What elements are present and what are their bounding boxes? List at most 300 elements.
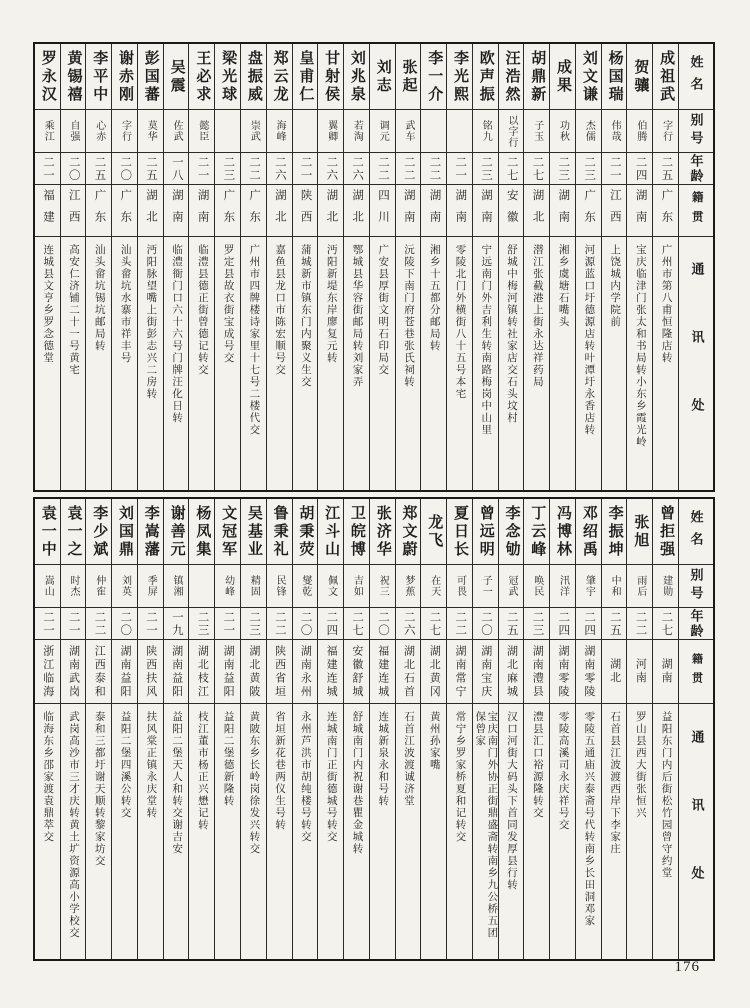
person-native-place-cell <box>318 185 343 237</box>
person-age-cell <box>215 153 240 185</box>
person-address: 沔阳脉望嘴上街彭志兴二房转 <box>145 244 157 400</box>
person-name: 李振坤 <box>606 504 623 559</box>
person-address: 舒城南门内祝谢巷瞿金城转 <box>351 711 363 855</box>
person-name-cell <box>267 499 292 565</box>
person-address: 高安仁济铺二十一号黄宅 <box>68 244 80 376</box>
person-name-cell <box>293 44 318 110</box>
person-address: 河源蓝口圩德源店转叶潭圩永香店转 <box>583 244 595 436</box>
person-age: 二二 <box>634 610 647 637</box>
header-cell-native-place <box>679 185 713 237</box>
person-native-place-cell <box>293 185 318 237</box>
person-name: 刘兆泉 <box>348 49 365 104</box>
person-column <box>318 499 344 959</box>
person-age: 二三 <box>480 155 492 182</box>
person-native-place-cell <box>653 185 678 237</box>
person-native-place: 湖南 <box>196 189 209 232</box>
person-alias-cell <box>189 565 214 608</box>
person-age-cell <box>627 153 652 185</box>
person-name-cell <box>215 499 240 565</box>
person-native-place: 湖北 <box>531 189 544 232</box>
person-name-cell <box>241 44 266 110</box>
person-address: 广州市第八甫恒隆店转 <box>660 244 672 364</box>
person-age-cell <box>370 153 395 185</box>
person-address-cell <box>550 237 575 490</box>
person-address: 黄州孙家嘴 <box>428 711 440 771</box>
person-column <box>602 44 628 490</box>
person-alias: 子玉 <box>531 120 543 142</box>
person-native-place-cell <box>112 640 137 704</box>
person-age-cell <box>499 608 524 640</box>
person-alias: 佩文 <box>325 575 337 597</box>
person-column <box>447 499 473 959</box>
person-address-cell <box>370 704 395 959</box>
person-age-cell <box>86 608 111 640</box>
person-name: 梁光球 <box>220 49 237 104</box>
person-native-place-cell <box>344 185 369 237</box>
person-name-cell <box>576 44 601 110</box>
person-alias-cell <box>602 565 627 608</box>
header-address-label: 通讯处 <box>689 729 705 934</box>
person-alias-cell <box>524 110 549 153</box>
person-age-cell <box>61 608 86 640</box>
person-native-place-cell <box>447 640 472 704</box>
person-address: 广州市四牌楼诗家里十七号二楼代交 <box>248 244 260 436</box>
person-address: 泰和三都圩谢天顺转黎家坊交 <box>93 711 105 867</box>
person-native-place-cell <box>550 185 575 237</box>
person-native-place: 湖南 <box>557 189 570 232</box>
person-address-cell <box>138 237 163 490</box>
person-age-cell <box>318 153 343 185</box>
person-alias: 懿臣 <box>196 120 208 142</box>
person-name-cell <box>86 44 111 110</box>
person-age: 二一 <box>145 610 158 637</box>
person-native-place: 湖南澧县 <box>531 644 544 699</box>
person-address-cell <box>35 237 60 490</box>
person-native-place-cell <box>550 640 575 704</box>
person-column <box>524 44 550 490</box>
person-age-cell <box>138 153 163 185</box>
person-column <box>473 44 499 490</box>
person-age: 二三 <box>222 155 235 182</box>
person-native-place-cell <box>138 640 163 704</box>
person-address-cell <box>396 237 421 490</box>
person-address: 永州芦洪市胡纯楼号转交 <box>299 711 311 843</box>
person-name: 李念劬 <box>503 504 520 559</box>
person-native-place-cell <box>473 185 498 237</box>
person-alias-cell <box>421 110 446 153</box>
person-native-place: 湖南 <box>170 189 183 232</box>
person-alias: 吉如 <box>351 575 363 597</box>
person-age: 二三 <box>531 610 544 637</box>
person-name-cell <box>344 499 369 565</box>
person-native-place-cell <box>473 640 498 704</box>
person-native-place: 福建连城 <box>325 644 338 699</box>
person-age-cell <box>112 153 137 185</box>
person-column <box>112 499 138 959</box>
person-alias-cell <box>627 110 652 153</box>
person-native-place-cell <box>576 185 601 237</box>
person-age-cell <box>35 608 60 640</box>
person-age: 二五 <box>145 155 158 182</box>
person-alias: 调元 <box>377 120 389 142</box>
person-name: 谢赤刚 <box>117 49 134 104</box>
person-age: 二四 <box>634 155 647 182</box>
person-column <box>241 499 267 959</box>
person-address: 常宁乡罗家桥夏和记转交 <box>454 711 466 843</box>
person-address-cell <box>112 237 137 490</box>
person-alias-cell <box>293 565 318 608</box>
person-native-place-cell <box>627 640 652 704</box>
person-age-cell <box>576 153 601 185</box>
person-alias-cell <box>241 565 266 608</box>
person-native-place: 湖南 <box>428 189 441 232</box>
person-native-place-cell <box>215 640 240 704</box>
person-address: 广安县厚街文明石印局交 <box>377 244 389 376</box>
person-alias-cell <box>86 110 111 153</box>
person-address: 湘乡虞塘石嘴头 <box>557 244 569 328</box>
person-name: 袁一中 <box>39 504 56 559</box>
header-cell-address <box>679 704 713 959</box>
person-alias-cell <box>447 110 472 153</box>
person-column <box>576 44 602 490</box>
person-age: 二七 <box>660 610 673 637</box>
person-address-cell <box>112 704 137 959</box>
person-age-cell <box>524 153 549 185</box>
person-name: 成祖武 <box>658 49 675 104</box>
person-name: 邓绍禹 <box>580 504 597 559</box>
person-column <box>86 499 112 959</box>
person-age-cell <box>164 608 189 640</box>
person-address: 枝江董市杨正兴懋记转 <box>196 711 208 831</box>
header-address-label: 通讯处 <box>689 261 705 466</box>
directory-table-top <box>33 42 715 492</box>
person-age: 二四 <box>325 610 338 637</box>
person-native-place: 湖北黄陂 <box>247 644 260 699</box>
person-name: 曾远明 <box>477 504 494 559</box>
person-address: 汕头畲坑锡坑邮局转 <box>93 244 105 352</box>
person-address-cell <box>499 704 524 959</box>
person-native-place-cell <box>396 640 421 704</box>
person-column <box>138 44 164 490</box>
person-alias-cell <box>499 565 524 608</box>
person-name: 卫皖博 <box>348 504 365 559</box>
person-name: 刘志 <box>374 58 391 95</box>
person-address: 黄陂东乡长岭岗徐发兴转交 <box>248 711 260 855</box>
person-alias: 刘英 <box>119 575 131 597</box>
person-address-cell <box>370 237 395 490</box>
person-address-cell <box>421 237 446 490</box>
person-native-place-cell <box>267 185 292 237</box>
person-native-place-cell <box>164 640 189 704</box>
person-name: 胡秉荧 <box>297 504 314 559</box>
person-alias: 心赤 <box>93 120 105 142</box>
person-age-cell <box>293 608 318 640</box>
person-address: 益阳二堡四溪公转交 <box>119 711 131 819</box>
person-name-cell <box>267 44 292 110</box>
header-cell-native-place <box>679 640 713 704</box>
person-address-cell <box>318 704 343 959</box>
person-name-cell <box>627 499 652 565</box>
person-column <box>550 44 576 490</box>
person-address: 零陵北门外横街八十五号本宅 <box>454 244 466 400</box>
person-alias: 若淘 <box>351 120 363 142</box>
person-native-place: 湖南永州 <box>299 644 312 699</box>
person-name-cell <box>35 44 60 110</box>
person-age: 二二 <box>93 610 106 637</box>
person-native-place-cell <box>189 640 214 704</box>
person-age-cell <box>318 608 343 640</box>
header-native-place-label: 籍贯 <box>690 191 703 230</box>
header-age-label: 年龄 <box>688 153 704 184</box>
person-age: 二六 <box>351 155 364 182</box>
person-address-cell <box>61 237 86 490</box>
person-column <box>189 499 215 959</box>
person-address: 鄂城县华容街邮局转刘家弄 <box>351 244 363 388</box>
person-column <box>344 44 370 490</box>
header-cell-alias <box>679 110 713 153</box>
person-age: 二一 <box>222 610 235 637</box>
person-native-place: 陕西扶风 <box>144 644 157 699</box>
person-native-place: 湖南零陵 <box>557 644 570 699</box>
person-native-place: 湖北 <box>325 189 338 232</box>
person-column <box>653 44 679 490</box>
person-native-place: 湖南益阳 <box>170 644 183 699</box>
person-name-cell <box>396 499 421 565</box>
person-age: 二一 <box>299 155 312 182</box>
person-address: 上饶城内学院前 <box>609 244 621 328</box>
person-age: 二〇 <box>119 155 132 182</box>
person-name-cell <box>447 499 472 565</box>
person-age-cell <box>576 608 601 640</box>
person-name: 汪浩然 <box>503 49 520 104</box>
person-alias-cell <box>86 565 111 608</box>
person-alias: 以字行 <box>506 114 518 148</box>
person-age: 二五 <box>93 155 106 182</box>
person-age-cell <box>344 153 369 185</box>
person-native-place-cell <box>447 185 472 237</box>
directory-table-bottom <box>33 497 715 961</box>
person-alias: 镇湘 <box>171 575 183 597</box>
person-name: 张旭 <box>632 513 649 550</box>
person-alias-cell <box>241 110 266 153</box>
person-age-cell <box>138 608 163 640</box>
person-native-place-cell <box>86 640 111 704</box>
header-alias-label: 别号 <box>688 113 704 149</box>
person-age: 二一 <box>196 155 209 182</box>
person-age: 二七 <box>531 155 544 182</box>
person-address: 省垣新花巷两仪生号转 <box>274 711 286 831</box>
person-native-place-cell <box>164 185 189 237</box>
person-alias: 乘江 <box>42 120 54 142</box>
person-address-cell <box>215 704 240 959</box>
person-age: 二一 <box>41 155 54 182</box>
person-name-cell <box>602 499 627 565</box>
person-native-place: 广东 <box>93 189 106 232</box>
person-age: 二三 <box>248 610 261 637</box>
person-address: 汕头畲坑水寨市祥丰号 <box>119 244 131 364</box>
person-alias-cell <box>396 110 421 153</box>
person-address-cell <box>241 704 266 959</box>
person-age: 二一 <box>454 155 467 182</box>
person-address-cell <box>164 237 189 490</box>
person-column <box>215 44 241 490</box>
person-address: 沅陵下南门府苍巷张氏祠转 <box>402 244 414 388</box>
person-name: 甘射侯 <box>323 49 340 104</box>
person-address-cell <box>293 704 318 959</box>
person-native-place-cell <box>241 185 266 237</box>
person-name-cell <box>241 499 266 565</box>
header-age-label: 年龄 <box>688 608 704 639</box>
person-name: 曾拒强 <box>658 504 675 559</box>
person-alias-cell <box>344 565 369 608</box>
person-age-cell <box>189 608 214 640</box>
person-address-cell <box>550 704 575 959</box>
person-name-cell <box>138 499 163 565</box>
person-address: 扶风棠正镇永庆堂转 <box>145 711 157 819</box>
person-alias: 唤民 <box>531 575 543 597</box>
person-alias-cell <box>576 565 601 608</box>
person-column <box>344 499 370 959</box>
person-address-cell <box>215 237 240 490</box>
person-alias-cell <box>61 110 86 153</box>
person-alias: 海峰 <box>274 120 286 142</box>
person-name-cell <box>499 499 524 565</box>
person-alias-cell <box>215 110 240 153</box>
person-alias-cell <box>164 110 189 153</box>
person-address-cell <box>189 704 214 959</box>
person-age: 二七 <box>505 155 518 182</box>
person-native-place-cell <box>61 640 86 704</box>
person-age-cell <box>267 153 292 185</box>
person-alias: 武车 <box>402 120 414 142</box>
header-column <box>679 44 713 490</box>
person-name-cell <box>602 44 627 110</box>
person-name-cell <box>164 44 189 110</box>
person-name-cell <box>447 44 472 110</box>
person-name: 黄锡禧 <box>65 49 82 104</box>
person-alias: 字行 <box>660 120 672 142</box>
person-address: 石首县江波渡西岸下李家庄 <box>609 711 621 855</box>
person-address-cell <box>602 237 627 490</box>
person-name-cell <box>112 499 137 565</box>
person-name: 罗永汉 <box>39 49 56 104</box>
person-address: 汉口河街大码头下首同发厚县行转 <box>506 711 518 891</box>
person-address: 临海东乡邵家渡袁鼎萃交 <box>42 711 54 843</box>
person-native-place: 湖南 <box>402 189 415 232</box>
person-name: 李平中 <box>91 49 108 104</box>
person-name-cell <box>189 44 214 110</box>
person-native-place: 湖南 <box>660 658 673 685</box>
person-native-place: 河南 <box>634 658 647 685</box>
person-alias-cell <box>215 565 240 608</box>
person-alias: 翼卿 <box>325 120 337 142</box>
person-age: 二七 <box>351 610 364 637</box>
person-address-cell <box>524 704 549 959</box>
person-address: 零陵高溪司永庆祥号交 <box>557 711 569 831</box>
person-age: 二三 <box>583 155 596 182</box>
person-age-cell <box>421 608 446 640</box>
person-address-cell <box>627 237 652 490</box>
person-age-cell <box>421 153 446 185</box>
person-native-place-cell <box>138 185 163 237</box>
person-age-cell <box>241 608 266 640</box>
person-native-place: 江西 <box>608 189 621 232</box>
person-native-place-cell <box>86 185 111 237</box>
person-address-cell <box>447 237 472 490</box>
person-name: 李光熙 <box>451 49 468 104</box>
person-address-cell <box>267 237 292 490</box>
person-native-place-cell <box>112 185 137 237</box>
person-age-cell <box>215 608 240 640</box>
person-name-cell <box>61 499 86 565</box>
person-age-cell <box>473 608 498 640</box>
person-alias-cell <box>473 110 498 153</box>
person-age-cell <box>112 608 137 640</box>
person-address: 益阳东门内后街松竹园曾守约堂 <box>660 711 672 879</box>
person-alias-cell <box>138 110 163 153</box>
person-column <box>215 499 241 959</box>
person-native-place: 湖南 <box>634 189 647 232</box>
person-age: 二一 <box>67 610 80 637</box>
person-column <box>35 44 61 490</box>
person-column <box>164 44 190 490</box>
person-native-place: 陕西省垣 <box>273 644 286 699</box>
person-name: 吴震 <box>168 58 185 95</box>
person-native-place-cell <box>421 640 446 704</box>
person-alias-cell <box>653 565 678 608</box>
person-name-cell <box>370 44 395 110</box>
header-cell-name <box>679 499 713 565</box>
person-native-place: 湖南宝庆 <box>479 644 492 699</box>
person-alias: 精固 <box>248 575 260 597</box>
person-name-cell <box>293 499 318 565</box>
person-age: 二三 <box>557 155 570 182</box>
person-alias: 铭九 <box>480 120 492 142</box>
person-native-place-cell <box>344 640 369 704</box>
person-native-place: 湖南常宁 <box>453 644 466 699</box>
person-address: 沔阳新堤东岸廖复元转 <box>325 244 337 364</box>
person-native-place-cell <box>318 640 343 704</box>
person-age-cell <box>189 153 214 185</box>
person-age-cell <box>550 608 575 640</box>
person-name-cell <box>318 44 343 110</box>
person-name: 贺骧 <box>632 58 649 95</box>
person-name-cell <box>318 499 343 565</box>
person-address-cell <box>164 704 189 959</box>
person-age: 二七 <box>428 610 441 637</box>
person-column <box>293 499 319 959</box>
person-column <box>473 499 499 959</box>
person-age-cell <box>293 153 318 185</box>
person-age: 二〇 <box>67 155 80 182</box>
person-native-place: 湖南零陵 <box>582 644 595 699</box>
person-name: 杨国瑞 <box>606 49 623 104</box>
person-age-cell <box>241 153 266 185</box>
person-age-cell <box>499 153 524 185</box>
person-address: 连城新泉永和号转 <box>377 711 389 807</box>
person-age: 一八 <box>170 155 183 182</box>
person-age-cell <box>653 153 678 185</box>
person-alias: 嵩山 <box>42 575 54 597</box>
header-cell-address <box>679 237 713 490</box>
person-alias-cell <box>447 565 472 608</box>
person-age-cell <box>164 153 189 185</box>
person-alias: 汛洋 <box>557 575 569 597</box>
person-name: 成果 <box>555 58 572 95</box>
person-alias-cell <box>344 110 369 153</box>
header-name-label: 姓名 <box>688 509 704 554</box>
person-alias-cell <box>550 565 575 608</box>
